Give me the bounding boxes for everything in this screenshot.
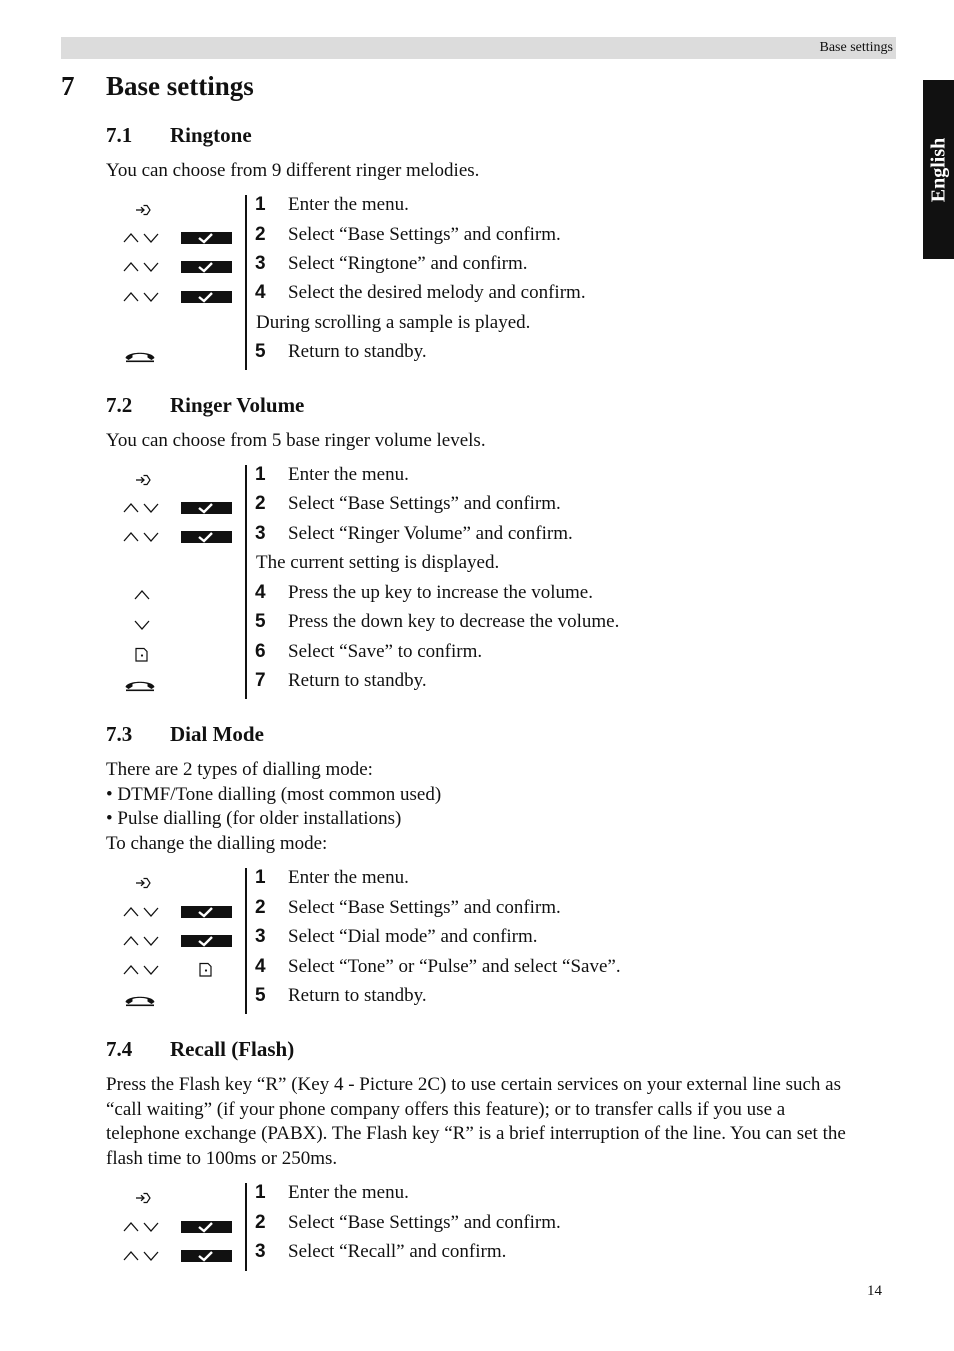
up-down-arrows-icon: [123, 529, 159, 545]
up-down-arrows-icon: [123, 933, 159, 949]
confirm-softkey-icon: [181, 906, 232, 918]
menu-key-icon: [135, 472, 151, 488]
section-heading-recall: [106, 1037, 294, 1062]
step-text: Press the down key to decrease the volume.: [288, 611, 620, 632]
language-tab-label: English: [927, 137, 949, 202]
hang-up-icon: [124, 992, 156, 1008]
bullet-item: • DTMF/Tone dialling (most common used): [106, 783, 442, 805]
menu-key-icon: [135, 875, 151, 891]
step-text: Enter the menu.: [288, 867, 409, 888]
save-softkey-icon: [134, 647, 150, 663]
up-down-arrows-icon: [123, 904, 159, 920]
step-number: 3: [255, 253, 266, 274]
step-text: Select “Ringtone” and confirm.: [288, 253, 528, 274]
section-heading-dial-mode: [106, 722, 264, 747]
intro-line: There are 2 types of dialling mode:: [106, 759, 373, 780]
step-number: 2: [255, 224, 266, 245]
bullet-item: • Pulse dialling (for older installations): [106, 808, 402, 829]
step-number: 7: [255, 670, 266, 691]
step-text: Return to standby.: [288, 985, 427, 1006]
step-divider: [245, 868, 247, 1014]
step-note: The current setting is displayed.: [256, 552, 500, 573]
hang-up-icon: [124, 348, 156, 364]
running-title: Base settings: [819, 40, 893, 55]
step-number: 4: [255, 956, 266, 977]
up-down-arrows-icon: [123, 230, 159, 246]
step-number: 4: [255, 582, 266, 603]
confirm-softkey-icon: [181, 935, 232, 947]
running-header: [61, 37, 896, 59]
menu-key-icon: [135, 1190, 151, 1206]
step-text: Select “Ringer Volume” and confirm.: [288, 523, 573, 544]
section-intro: [106, 1073, 906, 1171]
confirm-softkey-icon: [181, 1221, 232, 1233]
step-text: Select “Base Settings” and confirm.: [288, 897, 561, 918]
intro-line: telephone exchange (PABX). The Flash key “R” is a brief interruption of the line. You can set the: [106, 1123, 846, 1144]
step-text: Select “Recall” and confirm.: [288, 1241, 507, 1262]
step-divider: [245, 465, 247, 699]
step-number: 1: [255, 1182, 266, 1203]
section-title: Ringer Volume: [170, 393, 305, 417]
step-number: 5: [255, 611, 266, 632]
confirm-softkey-icon: [181, 531, 232, 543]
step-divider: [245, 195, 247, 370]
section-number: 7.3: [106, 722, 133, 746]
step-number: 6: [255, 641, 266, 662]
up-down-arrows-icon: [123, 962, 159, 978]
intro-line: Press the Flash key “R” (Key 4 - Picture 2C) to use certain services on your external line such as: [106, 1074, 841, 1095]
up-down-arrows-icon: [123, 289, 159, 305]
step-number: 5: [255, 985, 266, 1006]
step-number: 3: [255, 926, 266, 947]
section-intro: You can choose from 9 different ringer melodies.: [106, 160, 480, 181]
step-text: Press the up key to increase the volume.: [288, 582, 593, 603]
step-text: Select “Base Settings” and confirm.: [288, 1212, 561, 1233]
step-divider: [245, 1183, 247, 1271]
up-down-arrows-icon: [123, 500, 159, 516]
intro-line: flash time to 100ms or 250ms.: [106, 1147, 338, 1169]
save-softkey-icon: [198, 962, 214, 978]
section-number: 7.1: [106, 123, 133, 147]
confirm-softkey-icon: [181, 291, 232, 303]
up-down-arrows-icon: [123, 1219, 159, 1235]
step-text: Select the desired melody and confirm.: [288, 282, 586, 303]
step-text: Return to standby.: [288, 341, 427, 362]
section-number: 7.2: [106, 393, 133, 417]
section-heading-ringer-volume: [106, 393, 304, 418]
step-number: 2: [255, 897, 266, 918]
step-number: 4: [255, 282, 266, 303]
up-down-arrows-icon: [123, 259, 159, 275]
up-down-arrows-icon: [123, 1248, 159, 1264]
intro-line: To change the dialling mode:: [106, 832, 328, 854]
section-intro: You can choose from 5 base ringer volume levels.: [106, 430, 486, 451]
intro-line: “call waiting” (if your phone company offers this feature); or to transfer calls if you use a: [106, 1098, 786, 1120]
step-number: 2: [255, 493, 266, 514]
chapter-title: Base settings: [106, 71, 254, 101]
step-number: 2: [255, 1212, 266, 1233]
section-title: Dial Mode: [170, 722, 264, 746]
step-text: Select “Base Settings” and confirm.: [288, 493, 561, 514]
hang-up-icon: [124, 677, 156, 693]
chapter-number: 7: [61, 71, 75, 101]
step-note: During scrolling a sample is played.: [256, 312, 531, 333]
step-text: Return to standby.: [288, 670, 427, 691]
step-text: Enter the menu.: [288, 1182, 409, 1203]
down-arrow-icon: [134, 617, 150, 633]
confirm-softkey-icon: [181, 261, 232, 273]
section-heading-ringtone: [106, 123, 252, 148]
step-text: Select “Tone” or “Pulse” and select “Save”.: [288, 956, 621, 977]
menu-key-icon: [135, 202, 151, 218]
page-number: 14: [867, 1283, 882, 1299]
confirm-softkey-icon: [181, 502, 232, 514]
step-text: Select “Save” to confirm.: [288, 641, 483, 662]
step-text: Select “Dial mode” and confirm.: [288, 926, 538, 947]
step-number: 1: [255, 194, 266, 215]
chapter-heading: [61, 71, 254, 102]
section-number: 7.4: [106, 1037, 133, 1061]
step-number: 1: [255, 867, 266, 888]
section-intro: [106, 758, 906, 856]
confirm-softkey-icon: [181, 1250, 232, 1262]
step-number: 3: [255, 1241, 266, 1262]
up-arrow-icon: [134, 587, 150, 603]
section-title: Recall (Flash): [170, 1037, 295, 1061]
step-text: Enter the menu.: [288, 194, 409, 215]
confirm-softkey-icon: [181, 232, 232, 244]
language-tab: [923, 80, 954, 259]
step-number: 5: [255, 341, 266, 362]
step-number: 1: [255, 464, 266, 485]
step-number: 3: [255, 523, 266, 544]
step-text: Enter the menu.: [288, 464, 409, 485]
step-text: Select “Base Settings” and confirm.: [288, 224, 561, 245]
section-title: Ringtone: [170, 123, 252, 147]
